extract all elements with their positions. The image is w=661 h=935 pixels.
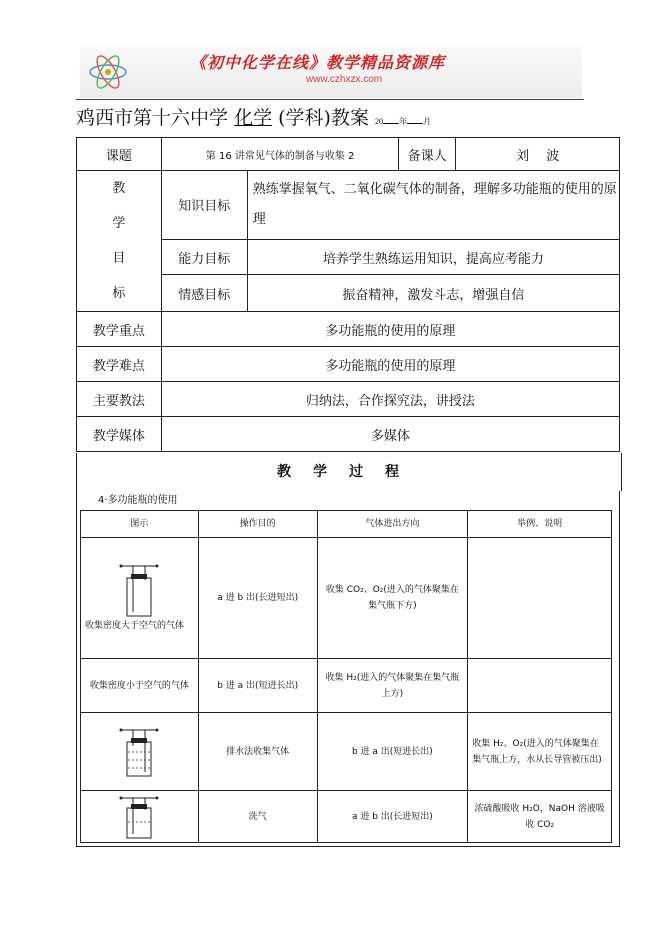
difficulty-label: 教学难点: [77, 347, 162, 382]
example-cell: 收集 H₂、O₂(进入的气体聚集在集气瓶上方，水从长导管被压出): [468, 713, 612, 791]
header-figure: 图示: [81, 511, 199, 538]
knowledge-goal-value: 熟练掌握氧气、二氧化碳气体的制备，理解多功能瓶的使用的原理: [247, 171, 619, 240]
difficulty-value: 多功能瓶的使用的原理: [161, 347, 619, 382]
example-cell: 浓硫酸吸收 H₂O，NaOH 溶液吸收 CO₂: [468, 791, 612, 843]
preparer-label: 备课人: [399, 138, 456, 171]
purpose-cell: b 进 a 出(短进长出): [198, 659, 317, 713]
subject-name: 化学: [234, 107, 273, 129]
header-purpose: 操作目的: [198, 511, 317, 538]
purpose-cell: 洗气: [198, 791, 317, 843]
school-name: 鸡西市第十六中学: [76, 107, 229, 129]
figure-cell: [81, 538, 199, 659]
method-label: 主要教法: [77, 382, 162, 417]
water-displacement-bottle-icon: [119, 726, 159, 778]
preparer-value: 刘 波: [456, 138, 620, 171]
ability-goal-value: 培养学生熟练运用知识，提高应考能力: [247, 239, 619, 275]
figure-cell: [81, 713, 199, 791]
topic-value: 第 16 讲常见气体的制备与收集 2: [161, 138, 399, 171]
method-value: 归纳法，合作探究法，讲授法: [161, 382, 619, 417]
key-point-value: 多功能瓶的使用的原理: [161, 312, 619, 347]
knowledge-goal-label: 知识目标: [161, 171, 247, 240]
figure-cell: [81, 791, 199, 843]
date-field: 20 年 月: [375, 117, 431, 126]
example-cell: [468, 659, 612, 713]
gas-bottle-long-tube-icon: [119, 562, 159, 618]
purpose-cell: a 进 b 出(长进短出): [198, 538, 317, 659]
direction-cell: b 进 a 出(短进长出): [317, 713, 468, 791]
site-url: www.czhxzx.com: [306, 74, 383, 85]
lesson-info-table: [76, 137, 620, 452]
direction-cell: 收集 CO₂、O₂(进入的气体聚集在集气瓶下方): [317, 538, 468, 659]
key-point-label: 教学重点: [77, 312, 162, 347]
atom-logo-icon: [86, 52, 130, 92]
media-label: 教学媒体: [77, 417, 162, 452]
media-value: 多媒体: [161, 417, 619, 452]
gas-washing-bottle-icon: [119, 794, 159, 840]
purpose-cell: 排水法收集气体: [198, 713, 317, 791]
section-heading: 4·多功能瓶的使用: [98, 495, 178, 506]
emotion-goal-value: 振奋精神，激发斗志，增强自信: [247, 275, 619, 312]
objectives-label: 教 学 目 标: [77, 171, 162, 312]
process-title: 教学过程: [277, 464, 421, 480]
header-direction: 气体进出方向: [317, 511, 468, 538]
topic-label: 课题: [77, 138, 162, 171]
page-title: [76, 103, 586, 130]
figure-caption: 收集密度大于空气的气体: [85, 621, 185, 631]
ability-goal-label: 能力目标: [161, 239, 247, 275]
plan-label: (学科)教案: [278, 107, 369, 129]
header-example: 举例、说明: [468, 511, 612, 538]
figure-caption: 收集密度小于空气的气体: [81, 659, 199, 713]
multifunction-bottle-table: [80, 510, 612, 843]
example-cell: [468, 538, 612, 659]
header-banner: [80, 46, 582, 98]
process-header: [76, 453, 622, 491]
direction-cell: 收集 H₂(进入的气体聚集在集气瓶上方): [317, 659, 468, 713]
header-rule: [76, 99, 584, 100]
brand-title: 《初中化学在线》教学精品资源库: [190, 53, 446, 72]
direction-cell: a 进 b 出(长进短出): [317, 791, 468, 843]
emotion-goal-label: 情感目标: [161, 275, 247, 312]
